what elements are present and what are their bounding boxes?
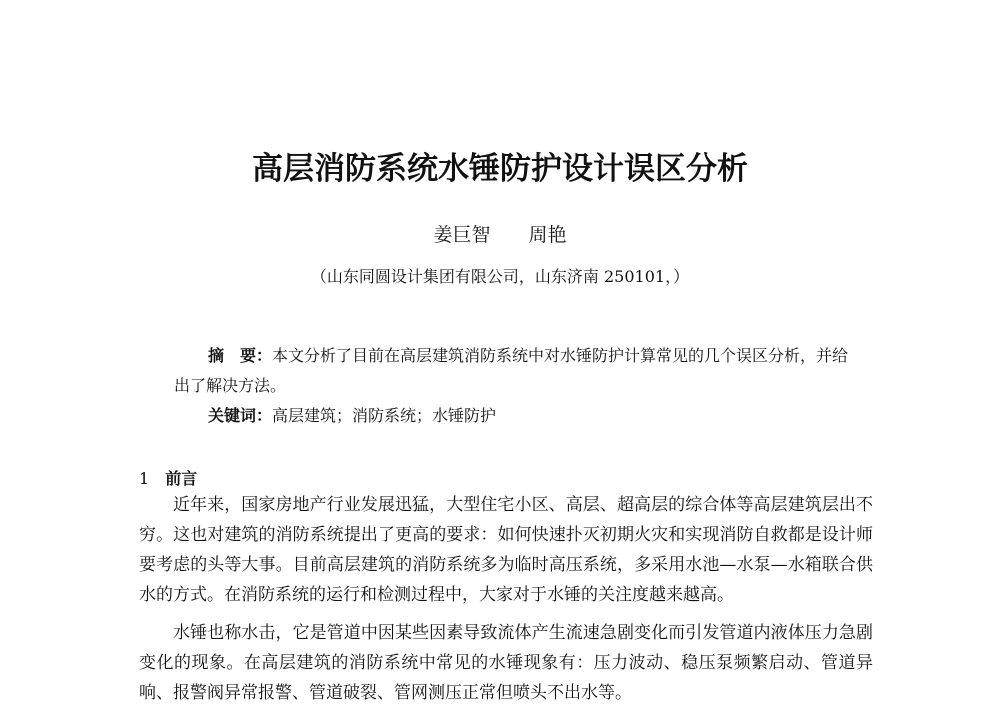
paper-authors: 姜巨智 周艳 (433, 224, 567, 246)
body-paragraph: 水锤也称水击，它是管道中因某些因素导致流体产生流速急剧变化而引发管道内液体压力急剧变化的现象。在高层建筑的消防系统中常见的水锤现象有：压力波动、稳压泵频繁启动、管道异响、报警阀异常报警、管道破裂、管网测压正常但喷头不出水等。 (139, 623, 873, 703)
body-paragraph: 近年来，国家房地产行业发展迅猛，大型住宅小区、高层、超高层的综合体等高层建筑层出不穷。这也对建筑的消防系统提出了更高的要求：如何快速扑灭初期火灾和实现消防自救都是设计师要考虑的头等大事。目前高层建筑的消防系统多为临时高压系统，多采用水池—水泵—水箱联合供水的方式。在消防系统的运行和检测过程中，大家对于水锤的关注度越来越高。 (139, 495, 873, 605)
section-title: 前言 (165, 469, 198, 488)
keywords-label: 关键词： (208, 406, 273, 425)
section-heading (139, 466, 197, 489)
paper-affiliation: （山东同圆设计集团有限公司，山东济南 250101，） (310, 267, 690, 286)
keywords-text: 高层建筑；消防系统；水锤防护 (272, 406, 497, 425)
abstract-text: 本文分析了目前在高层建筑消防系统中对水锤防护计算常见的几个误区分析，并给出了解决方法。 (174, 346, 849, 395)
abstract-label: 摘 要： (208, 346, 273, 365)
abstract-block (174, 341, 854, 401)
keywords-block (208, 401, 848, 431)
section-number: 1 (139, 469, 150, 488)
paper-title: 高层消防系统水锤防护设计误区分析 (252, 151, 748, 187)
